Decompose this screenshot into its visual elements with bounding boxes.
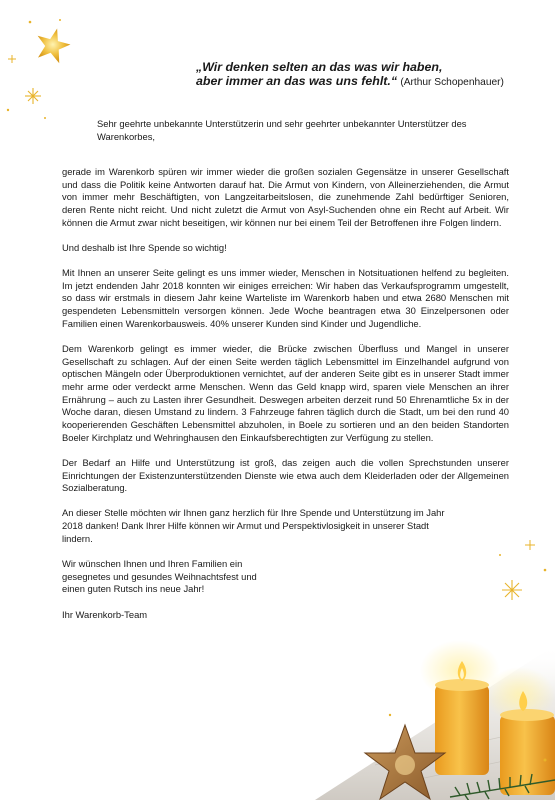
quote-author: (Arthur Schopenhauer) <box>400 77 504 88</box>
salutation: Sehr geehrte unbekannte Unterstützerin und sehr geehrter unbekannter Unterstützer des Warenkorbes, <box>97 118 467 142</box>
quote-line-2: aber immer an das was uns fehlt.“ <box>196 74 398 88</box>
star-decoration-top-left <box>0 0 110 140</box>
paragraph-demand: Der Bedarf an Hilfe und Unterstützung ist groß, das zeigen auch die vollen Sprechstunden unserer Einrichtungen der Existenzunterstützenden Dienste wie etwa auch dem Kleiderladen oder der Allgemeinen Sozialberatung. <box>62 456 509 494</box>
paragraph-achievements: Mit Ihnen an unserer Seite gelingt es uns immer wieder, Menschen in Notsituationen helfend zu begleiten. Im jetzt endenden Jahr 2018 konnten wir einiges erreichen: Wir haben das Verkaufsprogramm umgestellt, so dass wir erstmals in diesem Jahr keine Warteliste im Warenkorb haben und etwa 2680 Menschen mit gespendeten Lebensmitteln versorgen können. Jede Woche beantragen etwa 30 Einzelpersonen oder Familien einen Warenkorbausweis. 40% unserer Kunden sind Kinder und Jugendliche. <box>62 267 509 329</box>
paragraph-thanks: An dieser Stelle möchten wir Ihnen ganz herzlich für Ihre Spende und Unterstützung im Jahr 2018 danken! Dank Ihrer Hilfe können wir Armut und Perspektivlosigkeit in unserer Stadt lindern. <box>62 507 445 544</box>
letter-body <box>62 166 509 634</box>
quote-block <box>196 60 536 90</box>
paragraph-wishes: Wir wünschen Ihnen und Ihren Familien ein gesegnetes und gesundes Weihnachtsfest und einen guten Rutsch ins neue Jahr! <box>62 557 257 595</box>
paragraph-bridge: Dem Warenkorb gelingt es immer wieder, die Brücke zwischen Überfluss und Mangel in unserer Gesellschaft zu schlagen. Auf der einen Seite werden täglich Lebensmittel im Einzelhandel aufgrund von optischen Mängeln oder Überproduktionen vernichtet, auf der anderen Seite gibt es in unserer Stadt immer mehr arme oder verdeckt arme Menschen. Wenn das Geld knapp wird, sparen viele Menschen an ihrer Ernährung – auch zu Lasten ihrer Gesundheit. Deswegen arbeiten derzeit rund 50 Ehrenamtliche 5x in der Woche daran, diesen Umstand zu lindern. 3 Fahrzeuge fahren täglich durch die Stadt, um bei den rund 40 kooperierenden Geschäften Lebensmittel abzuholen, in Boele zu sortieren und an den beiden Standorten Boeler Kirchplatz und Wehringhausen den Einkaufsberechtigten zur Verfügung zu stellen. <box>62 343 509 443</box>
paragraph-intro: gerade im Warenkorb spüren wir immer wieder die großen sozialen Gegensätze in unserer Gesellschaft und dass die Politik keine Antworten darauf hat. Die Armut von Kindern, von Alleinerziehenden, die Armut von immer mehr Beschäftigten, von Langzeitarbeitslosen, die zunehmende Zahl bedürftiger Senioren, deren Rente nicht reicht. Und nicht zuletzt die Armut von Asyl-Suchenden ohne ein Recht auf Arbeit. Wir können die Armut zwar nicht beseitigen, wir können nur bei einem Teil der Betroffenen ihre Folgen lindern. <box>62 166 509 228</box>
paragraph-donation-appeal: Und deshalb ist Ihre Spende so wichtig! <box>62 241 227 253</box>
sparkle-icon <box>8 55 16 63</box>
sparkle-icon <box>525 540 535 550</box>
signature: Ihr Warenkorb-Team <box>62 608 148 620</box>
star-icon <box>32 24 73 65</box>
sparkle-icon <box>25 88 41 104</box>
quote-line-1: „Wir denken selten an das was wir haben, <box>196 60 443 74</box>
